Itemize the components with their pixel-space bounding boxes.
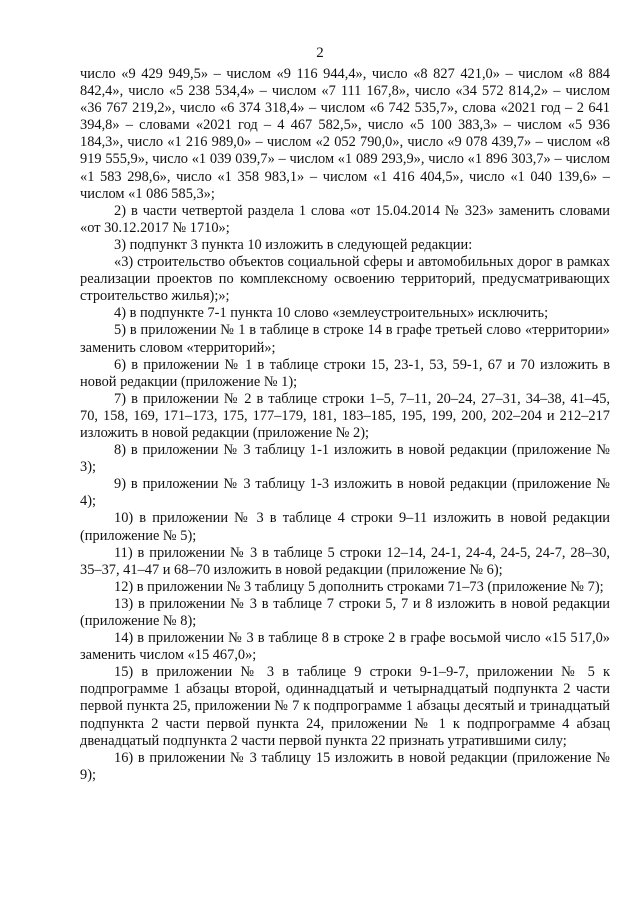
paragraph-item-12: 12) в приложении № 3 таблицу 5 дополнить строками 71–73 (приложение № 7); [114, 578, 604, 595]
paragraph-item-11: 11) в приложении № 3 в таблице 5 строки 12–14, 24-1, 24-4, 24-5, 24-7, 28–30, 35–37, 41–47 и 68–70 изложить в новой редакции (приложение № 6); [80, 544, 610, 578]
paragraph-item-2: 2) в части четвертой раздела 1 слова «от 15.04.2014 № 323» заменить словами «от 30.12.2017 № 1710»; [80, 202, 610, 236]
paragraph-item-5: 5) в приложении № 1 в таблице в строке 14 в графе третьей слово «территории» заменить словом «территорий»; [80, 322, 610, 356]
paragraph-item-16: 16) в приложении № 3 таблицу 15 изложить в новой редакции (приложение № 9); [80, 749, 610, 783]
page-number: 2 [316, 45, 324, 61]
paragraph-item-15: 15) в приложении № 3 в таблице 9 строки 9-1–9-7, приложении № 5 к подпрограмме 1 абзацы второй, одиннадцатый и четырнадцатый подпункта 2 части первой пункта 25, приложении № 7 к подпрограмме 1 абзацы десятый и тринадцатый подпункта 2 части первой пункта 24, приложении № 1 к подпрограмме 4 абзац двенадцатый подпункта 2 части первой пункта 22 признать утратившими силу; [80, 664, 610, 749]
paragraph-item-4: 4) в подпункте 7-1 пункта 10 слово «землеустроительных» исключить; [114, 305, 549, 322]
paragraph-continuation: число «9 429 949,5» – числом «9 116 944,4», число «8 827 421,0» – числом «8 884 842,4», число «5 238 534,4» – числом «7 111 167,8», число «34 572 814,2» – числом «36 767 219,2», число «6 374 318,4» – числом «6 742 535,7», слова «2021 год – 2 641 394,8» – словами «2021 год – 4 467 582,5», число «5 100 383,3» – числом «5 936 184,3», число «1 216 989,0» – числом «2 052 790,0», число «9 078 439,7» – числом «8 919 555,9», число «1 039 039,7» – числом «1 089 293,9», число «1 896 303,7» – числом «1 583 298,6», число «1 358 983,1» – числом «1 416 404,5», число «1 040 139,6» – числом «1 086 585,3»; [80, 66, 610, 202]
paragraph-item-3-quote: «3) строительство объектов социальной сферы и автомобильных дорог в рамках реализации проектов по комплексному освоению территорий, предусматривающих строительство жилья);»; [80, 254, 610, 305]
paragraph-item-6: 6) в приложении № 1 в таблице строки 15, 23-1, 53, 59-1, 67 и 70 изложить в новой редакции (приложение № 1); [80, 356, 610, 390]
paragraph-item-10: 10) в приложении № 3 в таблице 4 строки 9–11 изложить в новой редакции (приложение № 5); [80, 510, 610, 544]
paragraph-item-9: 9) в приложении № 3 таблицу 1-3 изложить в новой редакции (приложение № 4); [80, 476, 610, 510]
paragraph-item-8: 8) в приложении № 3 таблицу 1-1 изложить в новой редакции (приложение № 3); [80, 442, 610, 476]
paragraph-item-7: 7) в приложении № 2 в таблице строки 1–5, 7–11, 20–24, 27–31, 34–38, 41–45, 70, 158, 169, 171–173, 175, 177–179, 181, 183–185, 195, 199, 200, 202–204 и 212–217 изложить в новой редакции (приложение № 2); [80, 390, 610, 441]
paragraph-item-13: 13) в приложении № 3 в таблице 7 строки 5, 7 и 8 изложить в новой редакции (приложение № 8); [80, 595, 610, 629]
paragraph-item-14: 14) в приложении № 3 в таблице 8 в строке 2 в графе восьмой число «15 517,0» заменить числом «15 467,0»; [80, 630, 610, 664]
paragraph-item-3: 3) подпункт 3 пункта 10 изложить в следующей редакции: [114, 236, 473, 253]
document-body [80, 66, 610, 784]
